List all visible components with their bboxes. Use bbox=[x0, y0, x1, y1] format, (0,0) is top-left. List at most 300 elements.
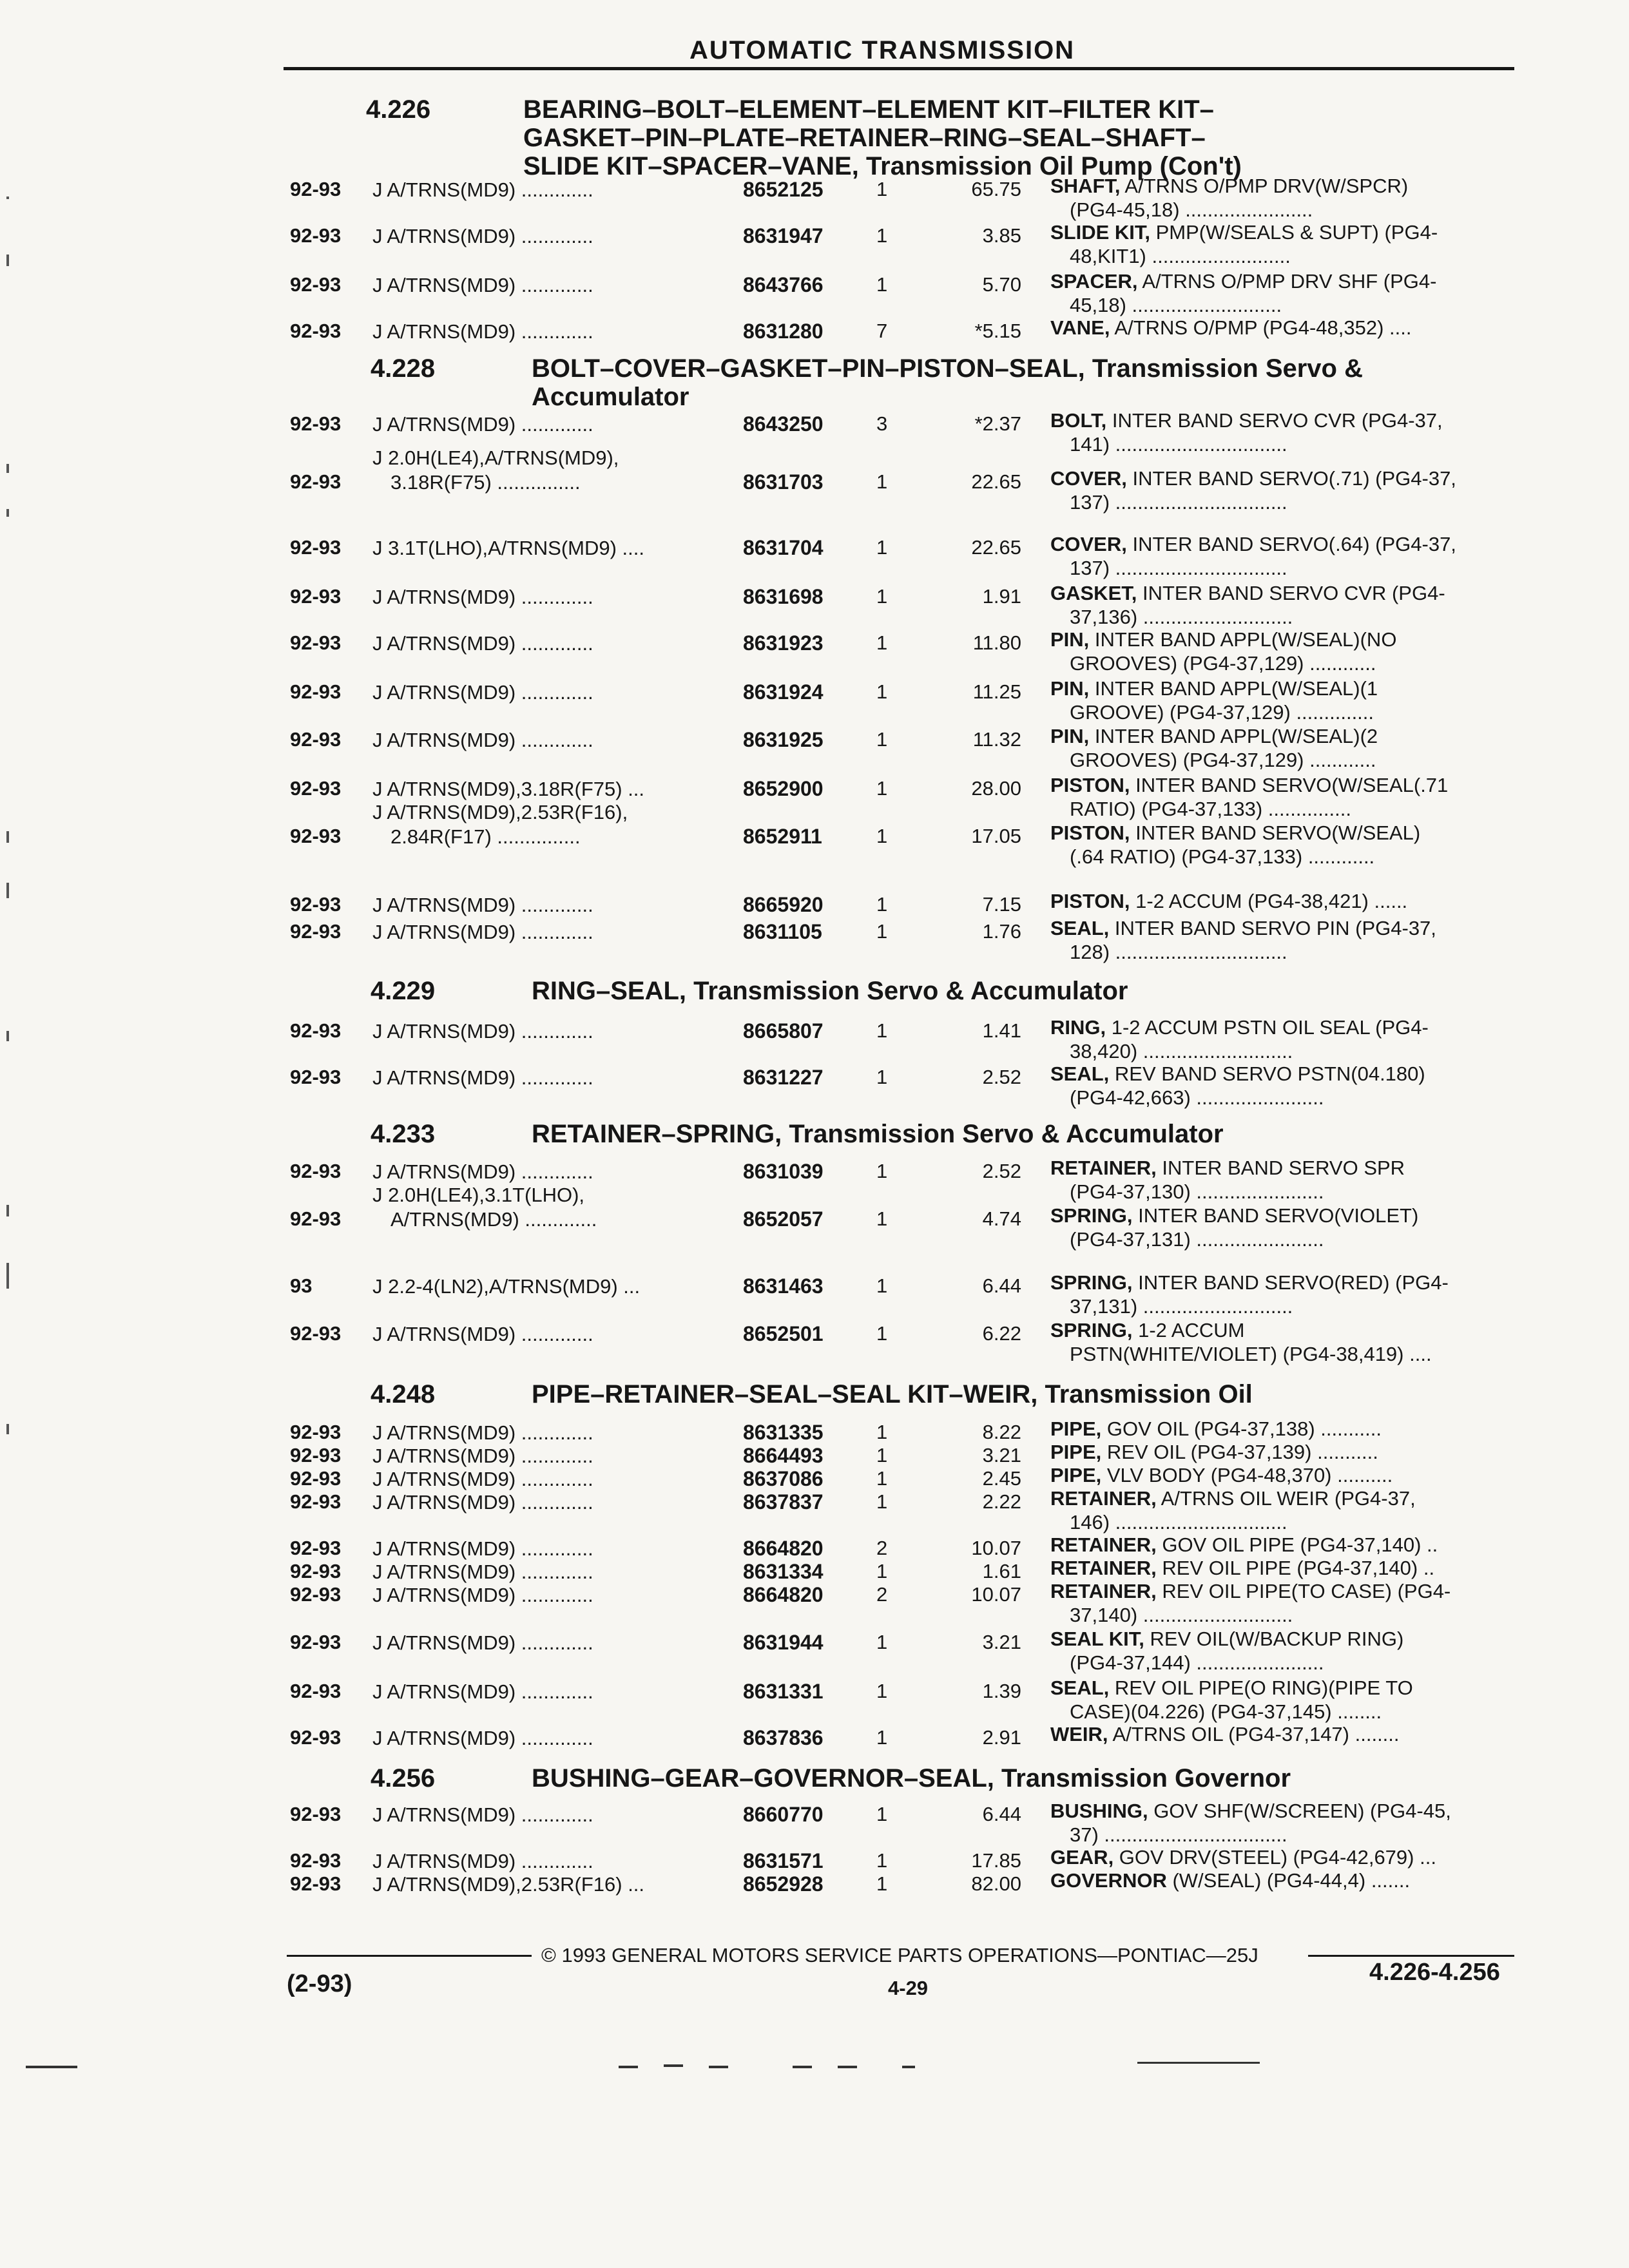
application bbox=[372, 728, 593, 753]
margin-mark bbox=[6, 255, 9, 266]
model-year: 92-93 bbox=[290, 178, 342, 200]
quantity: 1 bbox=[876, 920, 888, 943]
part-detail: INTER BAND SERVO CVR (PG4-37, bbox=[1106, 409, 1443, 432]
part-detail-continued: 146) ............................... bbox=[1070, 1511, 1287, 1533]
part-name: PIN, bbox=[1050, 677, 1090, 700]
price: *2.37 bbox=[974, 412, 1021, 435]
section-number: 4.228 bbox=[371, 354, 436, 383]
part-number: 8652125 bbox=[743, 178, 824, 201]
part-detail-continued: CASE)(04.226) (PG4-37,145) ........ bbox=[1070, 1700, 1382, 1723]
price: 11.25 bbox=[972, 680, 1021, 703]
part-name: PIN, bbox=[1050, 628, 1090, 651]
model-year: 92-93 bbox=[290, 412, 342, 435]
application bbox=[372, 1490, 593, 1515]
application-line: A/TRNS(MD9) ............. bbox=[390, 1208, 597, 1231]
part-detail: INTER BAND SERVO(.64) (PG4-37, bbox=[1126, 533, 1456, 555]
part-description bbox=[1050, 1062, 1425, 1110]
part-name: BOLT, bbox=[1050, 409, 1107, 432]
price: 3.21 bbox=[982, 1444, 1021, 1466]
part-description bbox=[1050, 1869, 1410, 1892]
part-detail: PMP(W/SEALS & SUPT) (PG4- bbox=[1150, 221, 1438, 244]
price: 2.91 bbox=[982, 1726, 1021, 1749]
application-line: J A/TRNS(MD9) ............. bbox=[372, 1468, 593, 1490]
part-name: PISTON, bbox=[1050, 890, 1130, 912]
price: 11.80 bbox=[972, 631, 1021, 654]
part-number: 8664820 bbox=[743, 1537, 824, 1560]
part-detail: A/TRNS O/PMP (PG4-48,352) .... bbox=[1110, 316, 1412, 339]
part-number: 8631227 bbox=[743, 1066, 824, 1089]
model-year: 92-93 bbox=[290, 631, 342, 654]
part-name: RETAINER, bbox=[1050, 1580, 1157, 1602]
price: 6.44 bbox=[982, 1274, 1021, 1297]
model-year: 92-93 bbox=[290, 1537, 342, 1559]
part-detail: REV OIL PIPE(TO CASE) (PG4- bbox=[1156, 1580, 1451, 1602]
quantity: 1 bbox=[876, 224, 888, 247]
application-line: J A/TRNS(MD9) ............. bbox=[372, 178, 593, 201]
application bbox=[372, 1421, 593, 1445]
application bbox=[372, 320, 593, 344]
part-name: PIPE, bbox=[1050, 1441, 1102, 1463]
part-name: SPRING, bbox=[1050, 1319, 1133, 1341]
price: 2.45 bbox=[982, 1467, 1021, 1490]
price: 1.91 bbox=[982, 585, 1021, 608]
footer-rule-left bbox=[287, 1955, 532, 1957]
part-name: GEAR, bbox=[1050, 1846, 1114, 1869]
part-name: VANE, bbox=[1050, 316, 1110, 339]
model-year: 93 bbox=[290, 1274, 313, 1297]
part-detail: VLV BODY (PG4-48,370) .......... bbox=[1101, 1464, 1393, 1486]
part-detail: REV BAND SERVO PSTN(04.180) bbox=[1109, 1062, 1425, 1085]
part-description bbox=[1050, 532, 1456, 580]
part-detail-continued: (PG4-45,18) ....................... bbox=[1070, 198, 1313, 221]
part-detail-continued: 137) ............................... bbox=[1070, 557, 1287, 579]
part-description bbox=[1050, 1156, 1405, 1204]
part-description bbox=[1050, 1579, 1451, 1627]
section-subtitle: Transmission Servo & Accumulator bbox=[782, 1120, 1224, 1148]
quantity: 1 bbox=[876, 1066, 888, 1088]
model-year: 92-93 bbox=[290, 1019, 342, 1042]
model-year: 92-93 bbox=[290, 777, 342, 800]
part-number: 8652900 bbox=[743, 777, 824, 800]
part-detail-continued: GROOVES) (PG4-37,129) ............ bbox=[1070, 749, 1376, 771]
section-title-line: GASKET–PIN–PLATE–RETAINER–RING–SEAL–SHAFT– bbox=[523, 124, 1206, 152]
application bbox=[372, 631, 593, 656]
application-line: J A/TRNS(MD9) ............. bbox=[372, 1561, 593, 1583]
footer-copyright: © 1993 GENERAL MOTORS SERVICE PARTS OPERATIONS—PONTIAC—25J bbox=[541, 1944, 1258, 1966]
margin-mark bbox=[6, 1031, 9, 1041]
part-description bbox=[1050, 466, 1456, 514]
section-title bbox=[532, 1120, 1224, 1148]
price: 3.21 bbox=[982, 1631, 1021, 1653]
price: 2.22 bbox=[982, 1490, 1021, 1513]
model-year: 92-93 bbox=[290, 1467, 342, 1490]
application bbox=[372, 1467, 593, 1492]
part-number: 8631704 bbox=[743, 536, 824, 559]
part-number: 8631463 bbox=[743, 1274, 824, 1298]
part-detail-continued: 37,140) ........................... bbox=[1070, 1604, 1293, 1626]
scan-mark bbox=[664, 2064, 683, 2067]
quantity: 1 bbox=[876, 1803, 888, 1825]
part-description bbox=[1050, 1722, 1400, 1746]
part-detail-continued: 37,131) ........................... bbox=[1070, 1295, 1293, 1318]
part-number: 8631925 bbox=[743, 728, 824, 751]
section-title bbox=[532, 1764, 1291, 1792]
application-line: J A/TRNS(MD9) ............. bbox=[372, 1421, 593, 1444]
part-description bbox=[1050, 821, 1420, 869]
part-number: 8631923 bbox=[743, 631, 824, 655]
footer-page-number: 4-29 bbox=[888, 1977, 929, 1999]
part-detail: 1-2 ACCUM bbox=[1132, 1319, 1245, 1341]
application bbox=[372, 1322, 593, 1347]
quantity: 1 bbox=[876, 585, 888, 608]
application-line: J A/TRNS(MD9) ............. bbox=[372, 894, 593, 916]
margin-mark bbox=[6, 1205, 9, 1216]
model-year: 92-93 bbox=[290, 1322, 342, 1345]
section-title bbox=[532, 1380, 1253, 1408]
application bbox=[372, 1019, 593, 1044]
part-number: 8631947 bbox=[743, 224, 824, 247]
margin-mark bbox=[6, 883, 9, 898]
part-detail: 1-2 ACCUM PSTN OIL SEAL (PG4- bbox=[1106, 1016, 1429, 1039]
part-description bbox=[1050, 1486, 1416, 1534]
scan-mark bbox=[26, 2066, 77, 2068]
model-year: 92-93 bbox=[290, 1803, 342, 1825]
application-line: J A/TRNS(MD9) ............. bbox=[372, 681, 593, 704]
part-name: BUSHING, bbox=[1050, 1800, 1148, 1822]
model-year: 92-93 bbox=[290, 273, 342, 296]
price: 6.22 bbox=[982, 1322, 1021, 1345]
quantity: 1 bbox=[876, 1444, 888, 1466]
application bbox=[372, 1803, 593, 1827]
application bbox=[372, 536, 644, 561]
header-rule bbox=[284, 67, 1514, 70]
section-number: 4.229 bbox=[371, 977, 436, 1005]
part-number: 8664820 bbox=[743, 1583, 824, 1606]
part-number: 8631334 bbox=[743, 1560, 824, 1583]
application-line: J A/TRNS(MD9) ............. bbox=[372, 1066, 593, 1089]
section-title-line: SLIDE KIT–SPACER–VANE, bbox=[523, 152, 859, 180]
part-detail: REV OIL (PG4-37,139) ........... bbox=[1101, 1441, 1378, 1463]
application bbox=[372, 1274, 640, 1299]
part-name: PISTON, bbox=[1050, 822, 1130, 844]
section-subtitle: Transmission Oil bbox=[1037, 1380, 1253, 1408]
part-number: 8631571 bbox=[743, 1849, 824, 1872]
part-description bbox=[1050, 628, 1396, 675]
price: 10.07 bbox=[971, 1537, 1021, 1559]
quantity: 1 bbox=[876, 273, 888, 296]
application-line: J A/TRNS(MD9) ............. bbox=[372, 1537, 593, 1560]
quantity: 1 bbox=[876, 1160, 888, 1182]
scan-mark bbox=[902, 2066, 915, 2068]
part-description bbox=[1050, 889, 1407, 913]
part-name: RETAINER, bbox=[1050, 1533, 1157, 1556]
application-line: J A/TRNS(MD9) ............. bbox=[372, 1680, 593, 1703]
application-line: J A/TRNS(MD9) ............. bbox=[372, 274, 593, 296]
price: 1.39 bbox=[982, 1680, 1021, 1702]
part-detail: A/TRNS O/PMP DRV(W/SPCR) bbox=[1120, 175, 1409, 197]
price: 2.52 bbox=[982, 1066, 1021, 1088]
application-line: J 2.2-4(LN2),A/TRNS(MD9) ... bbox=[372, 1275, 641, 1298]
part-detail: INTER BAND APPL(W/SEAL)(2 bbox=[1089, 725, 1378, 747]
application bbox=[372, 1160, 593, 1184]
application-line: J A/TRNS(MD9) ............. bbox=[372, 413, 593, 436]
application bbox=[372, 1537, 593, 1561]
model-year: 92-93 bbox=[290, 470, 342, 493]
part-name: WEIR, bbox=[1050, 1723, 1108, 1745]
part-detail: A/TRNS OIL (PG4-37,147) ........ bbox=[1108, 1723, 1400, 1745]
part-detail-continued: (PG4-37,131) ....................... bbox=[1070, 1228, 1324, 1251]
model-year: 92-93 bbox=[290, 1849, 342, 1872]
application bbox=[372, 1560, 593, 1584]
part-detail: GOV OIL PIPE (PG4-37,140) .. bbox=[1156, 1533, 1438, 1556]
application bbox=[372, 1631, 593, 1655]
part-detail: INTER BAND SERVO SPR bbox=[1156, 1157, 1405, 1179]
section-title-line: RETAINER–SPRING, bbox=[532, 1120, 782, 1148]
quantity: 1 bbox=[876, 1560, 888, 1582]
application bbox=[372, 800, 628, 849]
model-year: 92-93 bbox=[290, 1872, 342, 1895]
model-year: 92-93 bbox=[290, 1207, 342, 1230]
section-number: 4.233 bbox=[371, 1120, 436, 1148]
quantity: 1 bbox=[876, 631, 888, 654]
section-number: 4.248 bbox=[371, 1380, 436, 1408]
part-detail: GOV DRV(STEEL) (PG4-42,679) ... bbox=[1113, 1846, 1436, 1869]
application-line: J A/TRNS(MD9) ............. bbox=[372, 1323, 593, 1345]
application bbox=[372, 178, 593, 202]
application-line: J A/TRNS(MD9) ............. bbox=[372, 586, 593, 608]
application bbox=[372, 1183, 597, 1232]
application bbox=[372, 680, 593, 705]
part-number: 8637836 bbox=[743, 1726, 824, 1749]
part-number: 8631703 bbox=[743, 470, 824, 494]
section-subtitle: Transmission Servo & Accumulator bbox=[686, 977, 1128, 1005]
quantity: 1 bbox=[876, 1872, 888, 1895]
application-line: J A/TRNS(MD9) ............. bbox=[372, 632, 593, 655]
part-detail-continued: RATIO) (PG4-37,133) ............... bbox=[1070, 798, 1351, 820]
application bbox=[372, 1583, 593, 1608]
scan-mark bbox=[619, 2066, 638, 2068]
part-detail-continued: GROOVES) (PG4-37,129) ............ bbox=[1070, 652, 1376, 675]
part-detail: A/TRNS OIL WEIR (PG4-37, bbox=[1156, 1487, 1416, 1510]
application-line: J A/TRNS(MD9) ............. bbox=[372, 1445, 593, 1467]
application-line: J A/TRNS(MD9),2.53R(F16), bbox=[372, 801, 628, 823]
application-line: J A/TRNS(MD9),2.53R(F16) ... bbox=[372, 1873, 645, 1896]
application-line: J A/TRNS(MD9) ............. bbox=[372, 1584, 593, 1606]
part-number: 8631039 bbox=[743, 1160, 824, 1183]
quantity: 1 bbox=[876, 178, 888, 200]
margin-mark bbox=[6, 1424, 9, 1434]
part-detail-continued: (PG4-37,130) ....................... bbox=[1070, 1180, 1324, 1203]
section-subtitle: Transmission Oil Pump (Con't) bbox=[858, 152, 1242, 180]
application bbox=[372, 273, 593, 298]
price: 1.76 bbox=[982, 920, 1021, 943]
application bbox=[372, 1726, 593, 1751]
part-description bbox=[1050, 1271, 1449, 1318]
part-description bbox=[1050, 1204, 1418, 1251]
price: 22.65 bbox=[971, 470, 1021, 493]
section-subtitle: Transmission Servo & bbox=[1084, 354, 1363, 383]
price: 11.32 bbox=[972, 728, 1021, 751]
application-line: J A/TRNS(MD9) ............. bbox=[372, 1727, 593, 1749]
scan-mark bbox=[709, 2066, 728, 2068]
application-line: J 2.0H(LE4),A/TRNS(MD9), bbox=[372, 447, 619, 469]
part-description bbox=[1050, 677, 1378, 724]
part-name: RETAINER, bbox=[1050, 1557, 1157, 1579]
model-year: 92-93 bbox=[290, 1560, 342, 1582]
model-year: 92-93 bbox=[290, 585, 342, 608]
page-header-title: AUTOMATIC TRANSMISSION bbox=[689, 36, 1075, 64]
model-year: 92-93 bbox=[290, 920, 342, 943]
model-year: 92-93 bbox=[290, 728, 342, 751]
model-year: 92-93 bbox=[290, 1583, 342, 1606]
margin-mark bbox=[6, 464, 9, 473]
section-title bbox=[523, 95, 1242, 180]
part-description bbox=[1050, 269, 1436, 317]
price: 5.70 bbox=[982, 273, 1021, 296]
application-line: 3.18R(F75) ............... bbox=[390, 471, 581, 494]
scan-mark bbox=[1137, 2062, 1260, 2064]
part-number: 8631331 bbox=[743, 1680, 824, 1703]
price: 1.61 bbox=[982, 1560, 1021, 1582]
part-detail: INTER BAND SERVO(W/SEAL) bbox=[1130, 822, 1421, 844]
part-number: 8631698 bbox=[743, 585, 824, 608]
application-line: J A/TRNS(MD9) ............. bbox=[372, 921, 593, 943]
model-year: 92-93 bbox=[290, 1444, 342, 1466]
part-name: SEAL, bbox=[1050, 917, 1110, 939]
part-number: 8652928 bbox=[743, 1872, 824, 1896]
part-detail: INTER BAND SERVO(RED) (PG4- bbox=[1132, 1271, 1449, 1294]
quantity: 1 bbox=[876, 1631, 888, 1653]
quantity: 1 bbox=[876, 1207, 888, 1230]
price: 22.65 bbox=[971, 536, 1021, 559]
part-name: PIN, bbox=[1050, 725, 1090, 747]
part-description bbox=[1050, 1440, 1378, 1464]
application bbox=[372, 224, 593, 249]
quantity: 1 bbox=[876, 1490, 888, 1513]
part-description bbox=[1050, 1417, 1382, 1441]
model-year: 92-93 bbox=[290, 1490, 342, 1513]
part-description bbox=[1050, 773, 1448, 821]
price: 4.74 bbox=[982, 1207, 1021, 1230]
part-number: 8664493 bbox=[743, 1444, 824, 1467]
part-detail-continued: (PG4-42,663) ....................... bbox=[1070, 1086, 1324, 1109]
part-number: 8631924 bbox=[743, 680, 824, 704]
model-year: 92-93 bbox=[290, 1160, 342, 1182]
application-line: J A/TRNS(MD9) ............. bbox=[372, 1491, 593, 1514]
part-number: 8665807 bbox=[743, 1019, 824, 1043]
part-detail-continued: PSTN(WHITE/VIOLET) (PG4-38,419) .... bbox=[1070, 1343, 1432, 1365]
quantity: 1 bbox=[876, 825, 888, 847]
price: 17.85 bbox=[971, 1849, 1021, 1872]
quantity: 1 bbox=[876, 1680, 888, 1702]
application-line: J 3.1T(LHO),A/TRNS(MD9) .... bbox=[372, 537, 644, 559]
part-detail: GOV OIL (PG4-37,138) ........... bbox=[1101, 1418, 1382, 1440]
part-name: SPRING, bbox=[1050, 1204, 1133, 1227]
quantity: 1 bbox=[876, 1274, 888, 1297]
model-year: 92-93 bbox=[290, 224, 342, 247]
model-year: 92-93 bbox=[290, 1726, 342, 1749]
part-number: 8631105 bbox=[743, 920, 822, 943]
part-detail: REV OIL(W/BACKUP RING) bbox=[1144, 1628, 1404, 1650]
part-detail-continued: 37,136) ........................... bbox=[1070, 606, 1293, 628]
price: 17.05 bbox=[971, 825, 1021, 847]
part-detail-continued: 128) ............................... bbox=[1070, 941, 1287, 963]
margin-mark bbox=[6, 831, 9, 843]
model-year: 92-93 bbox=[290, 320, 342, 342]
quantity: 1 bbox=[876, 1019, 888, 1042]
part-detail: INTER BAND APPL(W/SEAL)(1 bbox=[1089, 677, 1378, 700]
part-description bbox=[1050, 1463, 1393, 1487]
part-name: COVER, bbox=[1050, 467, 1127, 490]
part-detail: INTER BAND SERVO(VIOLET) bbox=[1132, 1204, 1419, 1227]
part-description bbox=[1050, 1627, 1403, 1675]
price: 1.41 bbox=[982, 1019, 1021, 1042]
part-description bbox=[1050, 1015, 1429, 1063]
application bbox=[372, 1849, 593, 1874]
scan-mark bbox=[838, 2066, 857, 2068]
quantity: 1 bbox=[876, 1726, 888, 1749]
quantity: 1 bbox=[876, 1849, 888, 1872]
application bbox=[372, 1872, 644, 1897]
footer-section-range: 4.226-4.256 bbox=[1369, 1959, 1500, 1986]
part-description bbox=[1050, 581, 1445, 629]
model-year: 92-93 bbox=[290, 825, 342, 847]
part-name: SEAL, bbox=[1050, 1677, 1110, 1699]
application-line: J A/TRNS(MD9) ............. bbox=[372, 729, 593, 751]
section-title-line: BOLT–COVER–GASKET–PIN–PISTON–SEAL, bbox=[532, 354, 1085, 383]
quantity: 1 bbox=[876, 1467, 888, 1490]
part-description bbox=[1050, 408, 1443, 456]
part-detail-continued: 137) ............................... bbox=[1070, 491, 1287, 514]
model-year: 92-93 bbox=[290, 536, 342, 559]
model-year: 92-93 bbox=[290, 893, 342, 916]
application-line: J A/TRNS(MD9) ............. bbox=[372, 1160, 593, 1183]
part-description bbox=[1050, 220, 1438, 268]
application bbox=[372, 1444, 593, 1468]
application bbox=[372, 777, 644, 802]
section-title-line: PIPE–RETAINER–SEAL–SEAL KIT–WEIR, bbox=[532, 1380, 1038, 1408]
part-detail-continued: GROOVE) (PG4-37,129) .............. bbox=[1070, 701, 1374, 724]
model-year: 92-93 bbox=[290, 1680, 342, 1702]
footer-rule-right bbox=[1308, 1955, 1514, 1957]
price: 7.15 bbox=[982, 893, 1021, 916]
part-name: SEAL, bbox=[1050, 1062, 1110, 1085]
application bbox=[372, 446, 619, 495]
part-description bbox=[1050, 1318, 1432, 1366]
part-number: 8637086 bbox=[743, 1467, 824, 1490]
part-description bbox=[1050, 1556, 1434, 1580]
application-line: J A/TRNS(MD9) ............. bbox=[372, 1850, 593, 1872]
part-name: SPRING, bbox=[1050, 1271, 1133, 1294]
part-number: 8631280 bbox=[743, 320, 824, 343]
part-detail: 1-2 ACCUM (PG4-38,421) ...... bbox=[1130, 890, 1408, 912]
part-detail: A/TRNS O/PMP DRV SHF (PG4- bbox=[1137, 270, 1437, 293]
part-name: COVER, bbox=[1050, 533, 1127, 555]
section-title-line: RING–SEAL, bbox=[532, 977, 687, 1005]
part-number: 8637837 bbox=[743, 1490, 824, 1514]
model-year: 92-93 bbox=[290, 1421, 342, 1443]
section-title-line: Accumulator bbox=[532, 383, 689, 411]
part-description bbox=[1050, 174, 1408, 222]
application bbox=[372, 412, 593, 437]
part-detail: INTER BAND SERVO(.71) (PG4-37, bbox=[1126, 467, 1456, 490]
part-description bbox=[1050, 316, 1411, 340]
model-year: 92-93 bbox=[290, 1066, 342, 1088]
part-detail: (W/SEAL) (PG4-44,4) ....... bbox=[1166, 1869, 1411, 1892]
application-line: J A/TRNS(MD9) ............. bbox=[372, 225, 593, 247]
margin-mark bbox=[6, 509, 9, 517]
section-number: 4.226 bbox=[366, 95, 431, 124]
